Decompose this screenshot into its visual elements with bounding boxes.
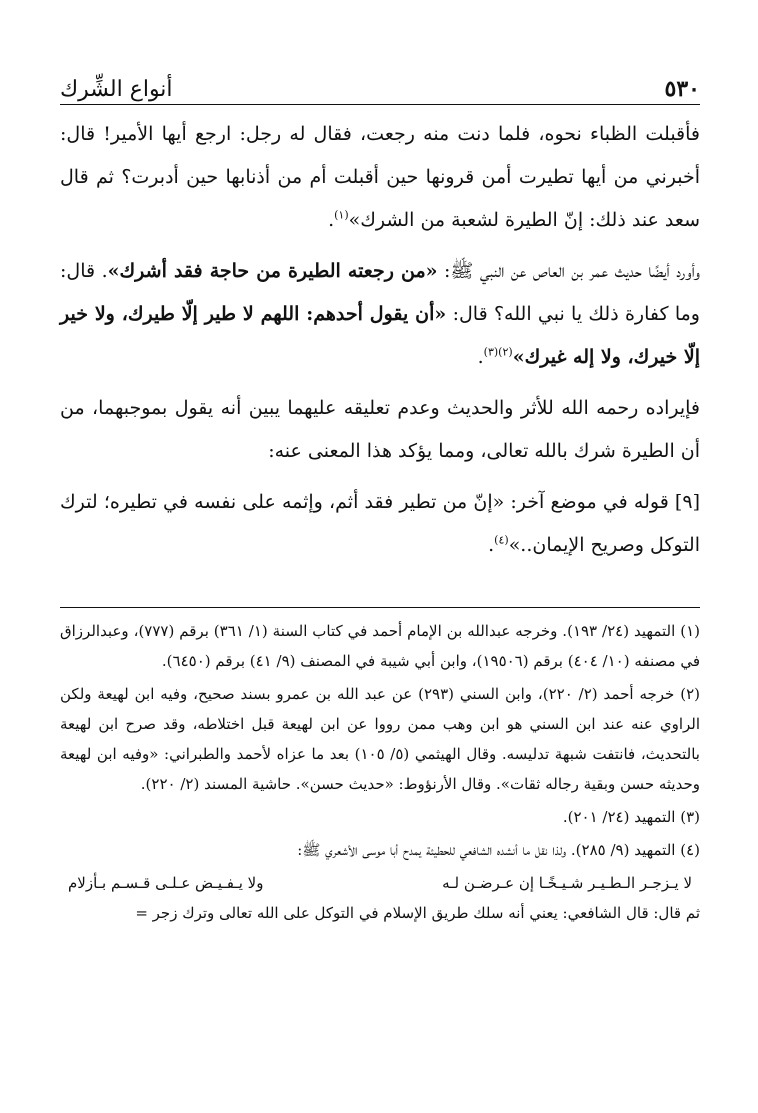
paragraph-3-text: فإيراده رحمه الله للأثر والحديث وعدم تعليقه عليهما يبين أنه يقول بموجبهما، من أن الطيرة شرك بالله تعالى، ومما يؤكد هذا المعنى عنه:	[60, 397, 700, 462]
footnote-ref-4: (٤)	[494, 533, 509, 547]
paragraph-2	[60, 250, 700, 379]
paragraph-1	[60, 113, 700, 242]
page-number: ٥٣٠	[664, 76, 700, 102]
page-header	[60, 62, 700, 105]
footnote-3: (٣) التمهيد (٢٤/ ٢٠١).	[562, 808, 700, 826]
footnote-1: (١) التمهيد (٢٤/ ١٩٣). وخرجه عبدالله بن الإمام أحمد في كتاب السنة (١/ ٣٦١) برقم (٧٧٧)، وعبدالرزاق في مصنفه (١٠/ ٤٠٤) برقم (١٩٥٠٦)، وابن أبي شيبة في المصنف (٩/ ٤١) برقم (٦٤٥٠).	[60, 622, 700, 670]
footnote-4-continuation: ثم قال: قال الشافعي: يعني أنه سلك طريق الإسلام في التوكل على الله تعالى وترك زجر =	[135, 904, 700, 922]
main-text	[60, 113, 700, 567]
poem-first-hemistich: لا يـزجـر الـطـيـر شـيـخًـا إن عـرضـن لـه	[442, 874, 692, 892]
hadith-text-2: «أن يقول أحدهم: اللهم لا طير إلّا طيرك، ولا خير إلّا خيرك، ولا إله غيرك»	[60, 303, 700, 368]
paragraph-2-intro: وأورد أيضًا حديث عمر بن العاص عن النبي ﷺ:	[437, 260, 700, 282]
poem-second-hemistich: ولا يـفـيـض عـلـى قـسـم بـأزلام	[68, 874, 264, 892]
footnote-ref-2-3: (٢)(٣)	[483, 345, 513, 359]
end-mark: .	[328, 209, 335, 231]
footnotes	[60, 616, 700, 928]
paragraph-4	[60, 481, 700, 567]
footnote-separator	[60, 607, 700, 608]
end-mark: .	[477, 346, 484, 368]
end-mark: .	[488, 534, 495, 556]
running-title: أنواع الشِّرك	[60, 77, 173, 102]
poem-verse	[68, 868, 692, 898]
paragraph-3	[60, 387, 700, 473]
book-page	[60, 62, 700, 931]
paragraph-4-text: [٩] قوله في موضع آخر: «إنّ من تطير فقد أثم، وإثمه على نفسه في تطيره؛ لترك التوكل وصريح الإيمان..»	[60, 491, 700, 556]
footnote-4: (٤) التمهيد (٩/ ٢٨٥). ولذا نقل ما أنشده الشافعي للحطيئة يمدح أبا موسى الأشعري ﷺ:	[297, 841, 700, 859]
footnote-ref-1: (١)	[334, 208, 349, 222]
hadith-text-1: «من رجعته الطيرة من حاجة فقد أشرك»	[107, 260, 438, 282]
paragraph-2-middle: . قال: وما كفارة ذلك يا نبي الله؟ قال:	[60, 260, 700, 325]
footnote-2: (٢) خرجه أحمد (٢/ ٢٢٠)، وابن السني (٢٩٣) عن عبد الله بن عمرو بسند صحيح، وفيه ابن لهيعة ولكن الراوي عنه عند ابن السني هو ابن وهب ممن رووا عن ابن لهيعة قبل اختلاطه، وقد صرح ابن لهيعة بالتحديث، فانتفت شبهة تدليسه. وقال الهيثمي (٥/ ١٠٥) بعد ما عزاه لأحمد والطبراني: «وفيه ابن لهيعة وحديثه حسن وبقية رجاله ثقات». وقال الأرنؤوط: «حديث حسن». حاشية المسند (٢/ ٢٢٠).	[60, 685, 700, 793]
paragraph-1-text: فأقبلت الظباء نحوه، فلما دنت منه رجعت، فقال له رجل: ارجع أيها الأمير! قال: أخبرني من أيها تطيرت أمن قرونها حين أقبلت أم من أذنابها حين أدبرت؟ ثم قال سعد عند ذلك: إنّ الطيرة لشعبة من الشرك»	[60, 123, 701, 231]
